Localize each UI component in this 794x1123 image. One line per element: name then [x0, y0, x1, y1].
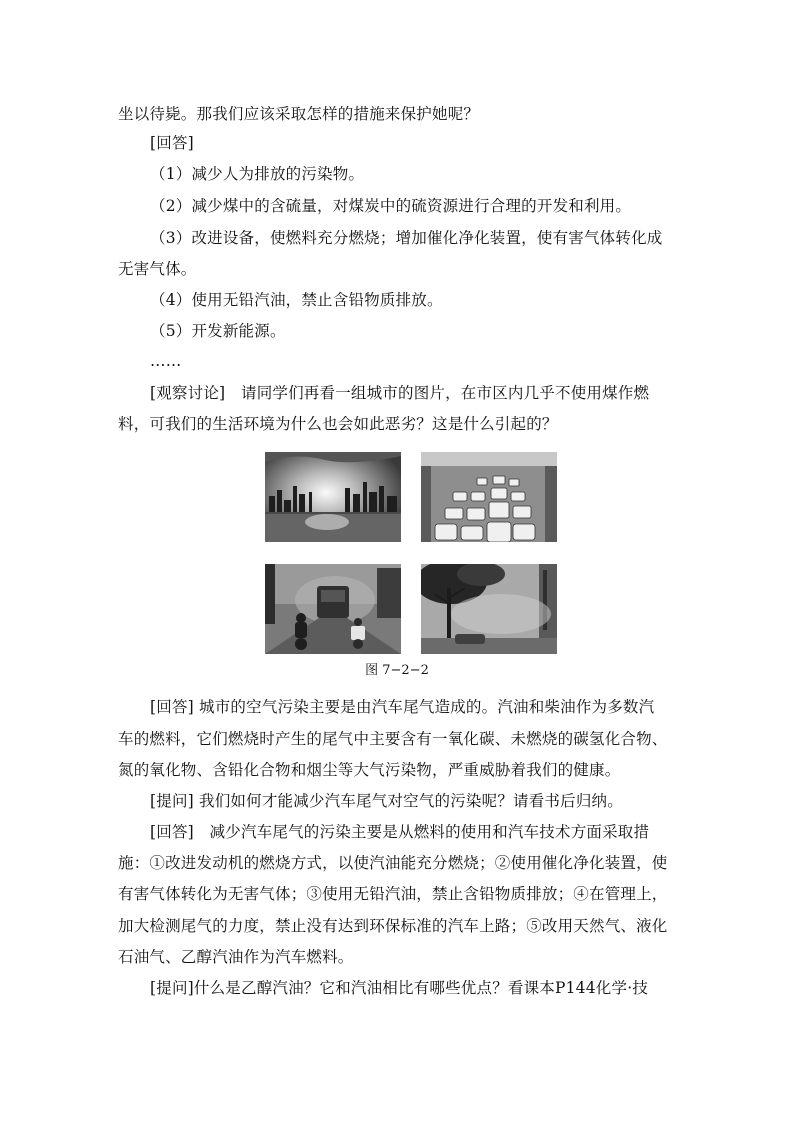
photo-city-skyline-smog	[265, 452, 401, 542]
text-line: （4）使用无铅汽油，禁止含铅物质排放。	[150, 291, 443, 309]
text-line: （2）减少煤中的含硫量，对煤炭中的硫资源进行合理的开发和利用。	[150, 197, 632, 215]
text-line: [回答]	[150, 134, 194, 152]
text-line: 石油气、乙醇汽油作为汽车燃料。	[118, 948, 354, 966]
text-line: 坐以待毙。那我们应该采取怎样的措施来保护她呢？	[118, 105, 480, 123]
text-line: [提问] 我们如何才能减少汽车尾气对空气的污染呢？请看书后归纳。	[150, 792, 623, 810]
text-line: [回答] 城市的空气污染主要是由汽车尾气造成的。汽油和柴油作为多数汽	[150, 698, 655, 716]
photo-truck-exhaust-road	[265, 564, 401, 654]
text-line: [回答] 减少汽车尾气的污染主要是从燃料的使用和汽车技术方面采取措	[150, 823, 650, 841]
figure-caption: 图 7−2−2	[365, 663, 429, 678]
text-line: [提问]什么是乙醇汽油？它和汽油相比有哪些优点？看课本P144化学·技	[150, 979, 649, 997]
text-line: （1）减少人为排放的污染物。	[150, 165, 365, 183]
photo-foggy-street-trees	[421, 564, 557, 654]
text-line: ……	[150, 352, 182, 370]
text-line: 加大检测尾气的力度，禁止没有达到环保标准的汽车上路；⑤改用天然气、液化	[118, 917, 668, 935]
text-line: 氮的氧化物、含铅化合物和烟尘等大气污染物，严重威胁着我们的健康。	[118, 761, 621, 779]
text-line: （3）改进设备，使燃料充分燃烧；增加催化净化装置，使有害气体转化成	[150, 229, 663, 247]
text-line: 无害气体。	[118, 260, 197, 278]
text-line: 料，可我们的生活环境为什么也会如此恶劣？这是什么引起的？	[118, 415, 558, 433]
text-line: 有害气体转化为无害气体；③使用无铅汽油，禁止含铅物质排放；④在管理上，	[118, 885, 668, 903]
text-line: 车的燃料，它们燃烧时产生的尾气中主要含有一氧化碳、未燃烧的碳氢化合物、	[118, 730, 668, 748]
text-line: 施：①改进发动机的燃烧方式，以使汽油能充分燃烧；②使用催化净化装置，使	[118, 854, 668, 872]
text-line: [观察讨论] 请同学们再看一组城市的图片，在市区内几乎不使用煤作燃	[150, 384, 650, 402]
text-line: （5）开发新能源。	[150, 322, 286, 340]
photo-traffic-jam	[421, 452, 557, 542]
